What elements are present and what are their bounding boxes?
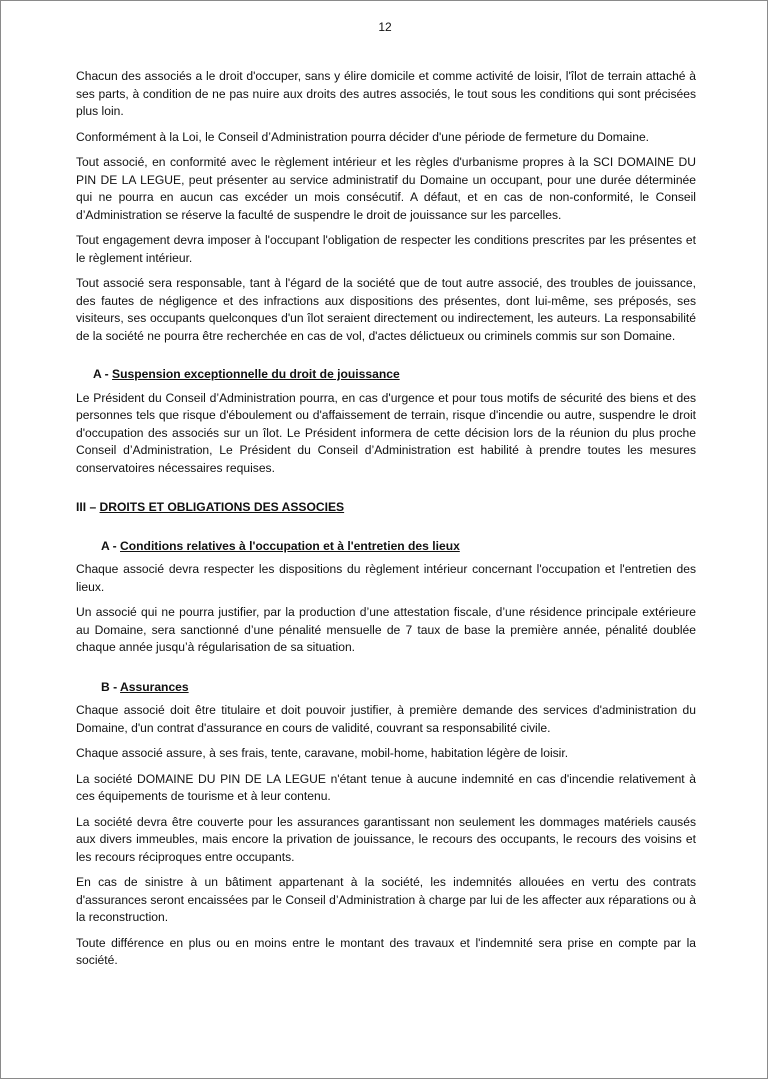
paragraph: En cas de sinistre à un bâtiment appartenant à la société, les indemnités allouées en vertu des contrats d'assurances seront encaissées par le Conseil d’Administration à charge par lui de les affecter aux réparations ou à la reconstruction.: [76, 875, 696, 924]
heading-prefix: B -: [101, 679, 121, 694]
paragraph: Conformément à la Loi, le Conseil d’Administration pourra décider d'une période de fermeture du Domaine.: [76, 129, 650, 144]
paragraph: Chaque associé devra respecter les dispositions du règlement intérieur concernant l'occupation et l'entretien des lieux.: [76, 562, 696, 594]
heading-title: Conditions relatives à l'occupation et à l'entretien des lieux: [120, 538, 460, 553]
heading-prefix: III –: [76, 500, 100, 514]
heading-title: DROITS ET OBLIGATIONS DES ASSOCIES: [99, 500, 345, 514]
paragraph: Tout associé sera responsable, tant à l'égard de la société que de tout autre associé, des troubles de jouissance, des fautes de négligence et des infractions aux dispositions des présentes, dont lui-même, ses préposés, ses visiteurs, ses occupants quelconques d'un îlot seraient directement ou indirectement, les auteurs. La responsabilité de la société ne pourra être recherchée en cas de vol, d'actes délictueux ou criminels commis sur son Domaine.: [76, 276, 696, 343]
paragraph: La société devra être couverte pour les assurances garantissant non seulement les dommages matériels causés aux divers immeubles, mais encore la privation de jouissance, le recours des occupants, le recours des voisins et les recours réciproques entre occupants.: [76, 814, 696, 864]
heading-title: Assurances: [120, 679, 189, 694]
section-heading-droits-obligations: [76, 499, 696, 517]
section-heading-conditions: [76, 538, 696, 556]
paragraph: Chacun des associés a le droit d'occuper, sans y élire domicile et comme activité de loisir, l'îlot de terrain attaché à ses parts, à condition de ne pas nuire aux droits des autres associés, le tout sous les conditions qui sont précisées plus loin.: [76, 69, 696, 118]
heading-title: Suspension exceptionnelle du droit de jouissance: [112, 367, 400, 381]
paragraph: La société DOMAINE DU PIN DE LA LEGUE n'étant tenue à aucune indemnité en cas d'incendie relativement à ces équipements de tourisme et à leur contenu.: [76, 771, 696, 803]
paragraph: Un associé qui ne pourra justifier, par la production d’une attestation fiscale, d’une résidence principale extérieure au Domaine, sera sanctionné d’une pénalité mensuelle de 7 taux de base la première année, pénalité doublée chaque année jusqu’à régularisation de sa situation.: [76, 605, 696, 654]
heading-prefix: A -: [93, 367, 113, 381]
page-number: 12: [378, 20, 392, 34]
paragraph: Chaque associé assure, à ses frais, tente, caravane, mobil-home, habitation légère de loisir.: [76, 746, 569, 760]
paragraph: Toute différence en plus ou en moins entre le montant des travaux et l'indemnité sera prise en compte par la société.: [76, 935, 696, 967]
paragraph: Le Président du Conseil d’Administration pourra, en cas d'urgence et pour tous motifs de sécurité des biens et des personnes tels que risque d'éboulement ou d'affaissement de terrain, risque d'incendie ou autre, suspendre le droit d'occupation des associés sur un îlot. Le Président informera de cette décision lors de la réunion du plus proche Conseil d’Administration, Le Président du Conseil d’Administration est habilité à prendre toutes les mesures conservatoires nécessaires requises.: [76, 390, 696, 475]
paragraph: Chaque associé doit être titulaire et doit pouvoir justifier, à première demande des services d'administration du Domaine, d'un contrat d'assurance en cours de validité, couvrant sa responsabilité civile.: [76, 703, 696, 735]
section-heading-assurances: [76, 679, 696, 697]
paragraph: Tout engagement devra imposer à l'occupant l'obligation de respecter les conditions prescrites par les présentes et le règlement intérieur.: [76, 233, 696, 265]
heading-prefix: A -: [101, 538, 121, 553]
document-body: [76, 68, 696, 978]
section-heading-suspension: [76, 366, 696, 384]
paragraph: Tout associé, en conformité avec le règlement intérieur et les règles d'urbanisme propres à la SCI DOMAINE DU PIN DE LA LEGUE, peut présenter au service administratif du Domaine un occupant, pour une durée déterminée qui ne pourra en aucun cas excéder un mois consécutif. A défaut, et en cas de non-conformité, le Conseil d’Administration se réserve la faculté de suspendre le droit de jouissance sur les parcelles.: [76, 155, 696, 222]
